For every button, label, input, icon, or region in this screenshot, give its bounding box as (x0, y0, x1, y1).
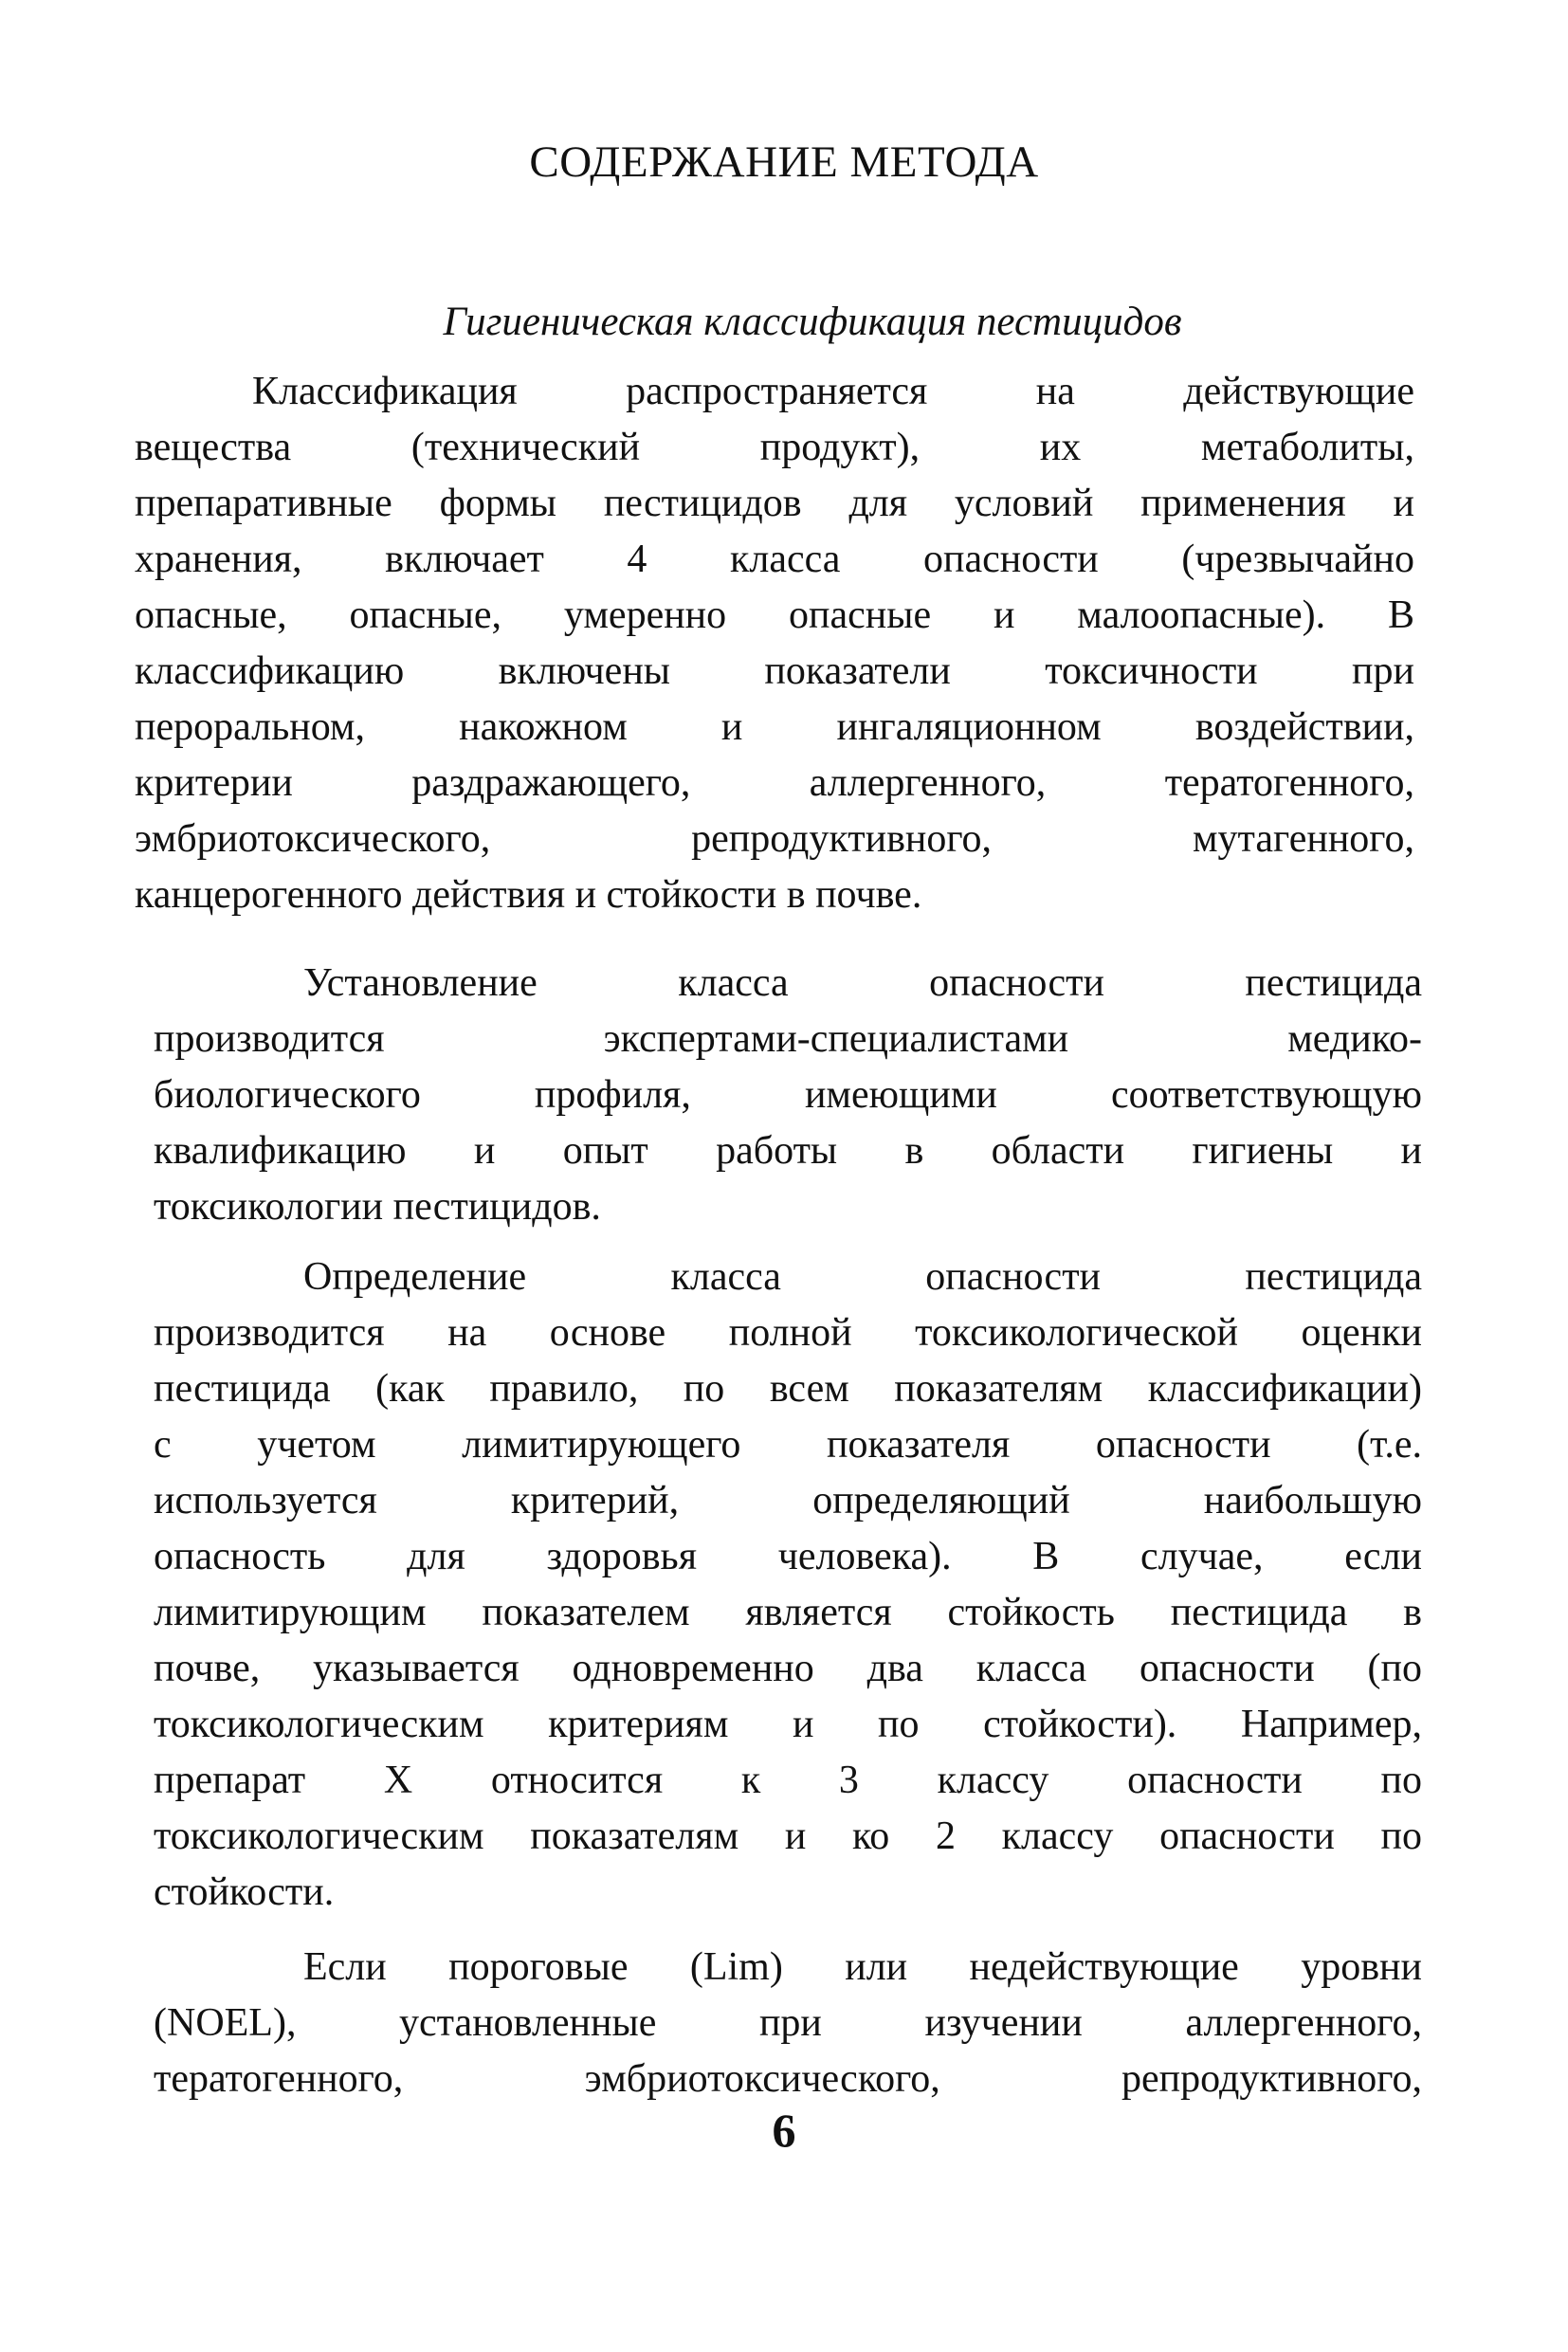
text-line: критерии раздражающего, аллергенного, тератогенного, (135, 761, 1414, 805)
text-line: Установление класса опасности пестицида (303, 961, 1422, 1005)
text-line: препарат X относится к 3 классу опасности по (154, 1759, 1422, 1802)
text-line: лимитирующим показателем является стойкость пестицида в (154, 1591, 1422, 1634)
paragraph-4 (154, 1940, 1422, 2107)
text-line: эмбриотоксического, репродуктивного, мутагенного, (135, 817, 1414, 861)
text-line: вещества (технический продукт), их метаболиты, (135, 426, 1414, 469)
text-line: токсикологии пестицидов. (154, 1185, 601, 1229)
text-line: производится на основе полной токсикологической оценки (154, 1311, 1422, 1355)
paragraph-1 (135, 364, 1414, 923)
paragraph-2 (154, 956, 1422, 1235)
text-line: почве, указывается одновременно два класса опасности (по (154, 1647, 1422, 1690)
text-line: Если пороговые (Lim) или недействующие уровни (303, 1945, 1422, 1989)
text-line: токсикологическим показателям и ко 2 классу опасности по (154, 1814, 1422, 1858)
text-line: биологического профиля, имеющими соответствующую (154, 1073, 1422, 1117)
text-line: канцерогенного действия и стойкости в почве. (135, 873, 922, 917)
text-line: классификацию включены показатели токсичности при (135, 649, 1414, 693)
text-line: хранения, включает 4 класса опасности (чрезвычайно (135, 538, 1414, 581)
text-line: квалификацию и опыт работы в области гигиены и (154, 1129, 1422, 1173)
text-line: с учетом лимитирующего показателя опасности (т.е. (154, 1423, 1422, 1467)
text-line: стойкости. (154, 1870, 335, 1914)
text-line: препаративные формы пестицидов для условий применения и (135, 482, 1414, 525)
text-line: токсикологическим критериям и по стойкости). Например, (154, 1703, 1422, 1746)
paragraph-3 (154, 1249, 1422, 1921)
section-heading: СОДЕРЖАНИЕ МЕТОДА (529, 137, 1039, 187)
text-line: используется критерий, определяющий наибольшую (154, 1479, 1422, 1522)
text-line: Классификация распространяется на действующие (252, 370, 1414, 413)
text-line: опасные, опасные, умеренно опасные и малоопасные). В (135, 593, 1414, 637)
text-line: Определение класса опасности пестицида (303, 1255, 1422, 1299)
section-subheading: Гигиеническая классификация пестицидов (443, 300, 1182, 344)
text-line: пероральном, накожном и ингаляционном воздействии, (135, 705, 1414, 749)
page-number: 6 (772, 2104, 796, 2157)
text-line: пестицида (как правило, по всем показателям классификации) (154, 1367, 1422, 1411)
text-line: (NOEL), установленные при изучении аллергенного, (154, 2001, 1422, 2045)
text-line: тератогенного, эмбриотоксического, репродуктивного, (154, 2057, 1422, 2101)
text-line: производится экспертами-специалистами медико- (154, 1017, 1422, 1061)
text-line: опасность для здоровья человека). В случае, если (154, 1535, 1422, 1578)
